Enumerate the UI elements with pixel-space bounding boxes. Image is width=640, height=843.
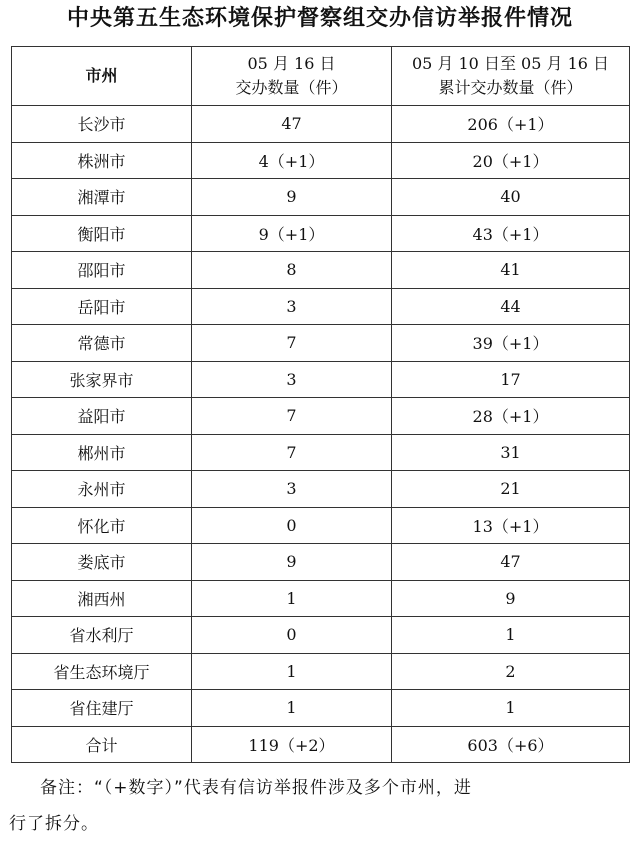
table-row — [12, 361, 630, 398]
header-cumulative-range: 05 月 10 日至 05 月 16 日 — [411, 54, 610, 73]
header-cumulative-label: 累计交办数量（件） — [438, 78, 583, 97]
cell-city: 株洲市 — [12, 142, 192, 179]
cell-daily: 7 — [192, 434, 392, 471]
table-row — [12, 617, 630, 654]
cell-city: 永州市 — [12, 471, 192, 508]
cell-daily: 0 — [192, 507, 392, 544]
cell-daily: 7 — [192, 398, 392, 435]
cell-city: 岳阳市 — [12, 288, 192, 325]
cell-city: 郴州市 — [12, 434, 192, 471]
cell-cumulative: 43（+1） — [392, 215, 630, 252]
cell-cumulative: 2 — [392, 653, 630, 690]
cell-daily: 7 — [192, 325, 392, 362]
cell-city: 邵阳市 — [12, 252, 192, 289]
cell-cumulative: 17 — [392, 361, 630, 398]
cell-cumulative: 31 — [392, 434, 630, 471]
cell-daily: 8 — [192, 252, 392, 289]
table-row — [12, 653, 630, 690]
cell-cumulative: 13（+1） — [392, 507, 630, 544]
table-body — [12, 106, 630, 763]
cell-daily: 4（+1） — [192, 142, 392, 179]
cell-cumulative: 44 — [392, 288, 630, 325]
cell-daily: 0 — [192, 617, 392, 654]
table-row — [12, 434, 630, 471]
page-title: 中央第五生态环境保护督察组交办信访举报件情况 — [66, 6, 573, 31]
cell-daily: 3 — [192, 288, 392, 325]
header-daily-date: 05 月 16 日 — [247, 54, 336, 73]
cell-daily: 47 — [192, 106, 392, 143]
header-daily-label: 交办数量（件） — [235, 78, 348, 97]
header-city: 市州 — [12, 47, 192, 106]
table-row — [12, 288, 630, 325]
table-row — [12, 398, 630, 435]
cell-daily: 1 — [192, 653, 392, 690]
cell-cumulative: 20（+1） — [392, 142, 630, 179]
table-row — [12, 179, 630, 216]
header-row — [12, 47, 630, 106]
table-row — [12, 142, 630, 179]
footnote-line2: 行了拆分。 — [9, 814, 99, 834]
header-cumulative — [392, 47, 630, 106]
table-header — [12, 47, 630, 106]
cell-city: 湘潭市 — [12, 179, 192, 216]
cell-cumulative: 41 — [392, 252, 630, 289]
table-row — [12, 544, 630, 581]
cell-daily: 9 — [192, 179, 392, 216]
table-row — [12, 726, 630, 763]
cell-cumulative: 9 — [392, 580, 630, 617]
cell-city: 合计 — [12, 726, 192, 763]
cell-cumulative: 21 — [392, 471, 630, 508]
cell-daily: 9 — [192, 544, 392, 581]
cell-city: 省住建厅 — [12, 690, 192, 727]
cell-daily: 1 — [192, 580, 392, 617]
cell-city: 省水利厅 — [12, 617, 192, 654]
table-row — [12, 106, 630, 143]
report-table — [11, 46, 630, 763]
cell-cumulative: 47 — [392, 544, 630, 581]
cell-city: 常德市 — [12, 325, 192, 362]
cell-daily: 119（+2） — [192, 726, 392, 763]
cell-cumulative: 39（+1） — [392, 325, 630, 362]
table-row — [12, 690, 630, 727]
table-row — [12, 507, 630, 544]
cell-daily: 3 — [192, 471, 392, 508]
cell-city: 娄底市 — [12, 544, 192, 581]
cell-daily: 3 — [192, 361, 392, 398]
table-row — [12, 252, 630, 289]
table-row — [12, 471, 630, 508]
cell-city: 张家界市 — [12, 361, 192, 398]
table-row — [12, 215, 630, 252]
table-row — [12, 580, 630, 617]
header-daily — [192, 47, 392, 106]
cell-cumulative: 1 — [392, 690, 630, 727]
cell-cumulative: 1 — [392, 617, 630, 654]
table-row — [12, 325, 630, 362]
cell-cumulative: 40 — [392, 179, 630, 216]
cell-daily: 9（+1） — [192, 215, 392, 252]
cell-cumulative: 28（+1） — [392, 398, 630, 435]
cell-cumulative: 603（+6） — [392, 726, 630, 763]
cell-city: 湘西州 — [12, 580, 192, 617]
footnote-line1: 备注：“（+数字）”代表有信访举报件涉及多个市州，进 — [40, 778, 472, 798]
cell-daily: 1 — [192, 690, 392, 727]
cell-city: 长沙市 — [12, 106, 192, 143]
cell-city: 衡阳市 — [12, 215, 192, 252]
cell-city: 怀化市 — [12, 507, 192, 544]
cell-city: 省生态环境厅 — [12, 653, 192, 690]
footnote — [9, 770, 620, 842]
cell-cumulative: 206（+1） — [392, 106, 630, 143]
cell-city: 益阳市 — [12, 398, 192, 435]
